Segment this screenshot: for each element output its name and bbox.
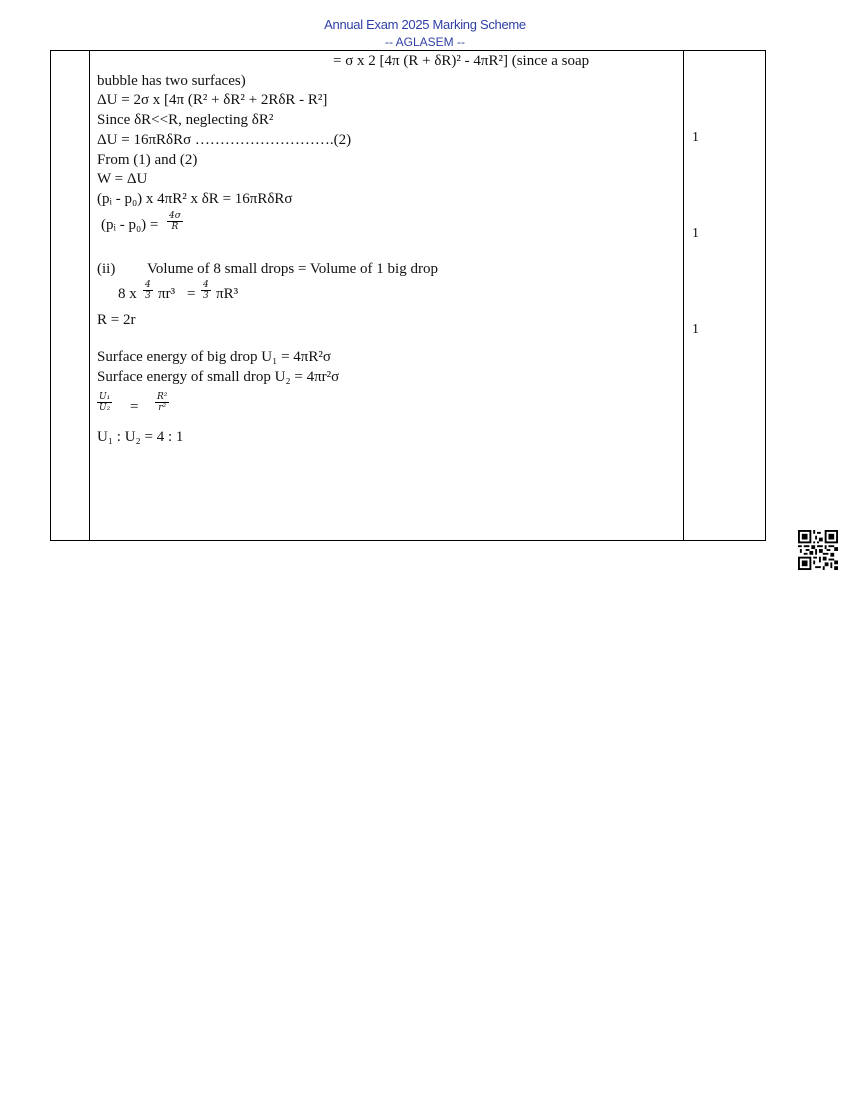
answer-line-9: (pᵢ - p₀) = [101, 217, 159, 233]
column-divider-left [89, 51, 90, 540]
mark-1: 1 [692, 130, 699, 145]
answer-line-3: ΔU = 2σ x [4π (R² + δR² + 2RδR - R²] [97, 92, 328, 108]
answer-line-8: (pᵢ - p₀) x 4πR² x δR = 16πRδRσ [97, 191, 293, 207]
answer-line-7: W = ΔU [97, 171, 148, 187]
volume-small-term: πr³ [158, 286, 176, 302]
ratio-equals: = [130, 399, 139, 415]
answer-line-4: Since δR<<R, neglecting δR² [97, 112, 274, 128]
answer-line-5: ΔU = 16πRδRσ ……………………….(2) [97, 132, 352, 148]
header-source: -- AGLASEM -- [384, 35, 465, 49]
answer-line-12: R = 2r [97, 312, 136, 328]
fraction-four-thirds-1: $\frac{4}{3}$ [145, 280, 151, 301]
answer-line-1: = σ x 2 [4π (R + δR)² - 4πR²] (since a soap [333, 53, 590, 69]
answer-part-label: (ii) [97, 261, 116, 277]
column-divider-right [683, 51, 684, 540]
answer-line-13: Surface energy of big drop U₁ = 4πR²σ [97, 349, 331, 365]
answer-line-10: Volume of 8 small drops = Volume of 1 big drop [147, 261, 438, 277]
answer-line-14: Surface energy of small drop U₂ = 4πr²σ [97, 369, 340, 385]
fraction-four-thirds-2: $\frac{4}{3}$ [203, 280, 209, 301]
header-title: Annual Exam 2025 Marking Scheme [324, 17, 526, 32]
answer-line-16: U₁ : U₂ = 4 : 1 [97, 429, 184, 445]
answer-line-2: bubble has two surfaces) [97, 73, 246, 89]
fraction-energy-ratio: $\frac{\text{U₁}}{\text{U₂}}$ [99, 392, 111, 413]
qr-code-icon [798, 530, 838, 570]
answer-line-11: 8 x [118, 286, 137, 302]
volume-equals: = [187, 286, 196, 302]
fraction-radius-ratio: $\frac{\text{R²}}{\text{r²}}$ [157, 392, 168, 413]
mark-2: 1 [692, 226, 699, 241]
answer-line-6: From (1) and (2) [97, 152, 198, 168]
fraction-pressure: $\frac{4\sigma}{R}$ [169, 211, 181, 232]
mark-3: 1 [692, 322, 699, 337]
volume-big-term: πR³ [216, 286, 239, 302]
